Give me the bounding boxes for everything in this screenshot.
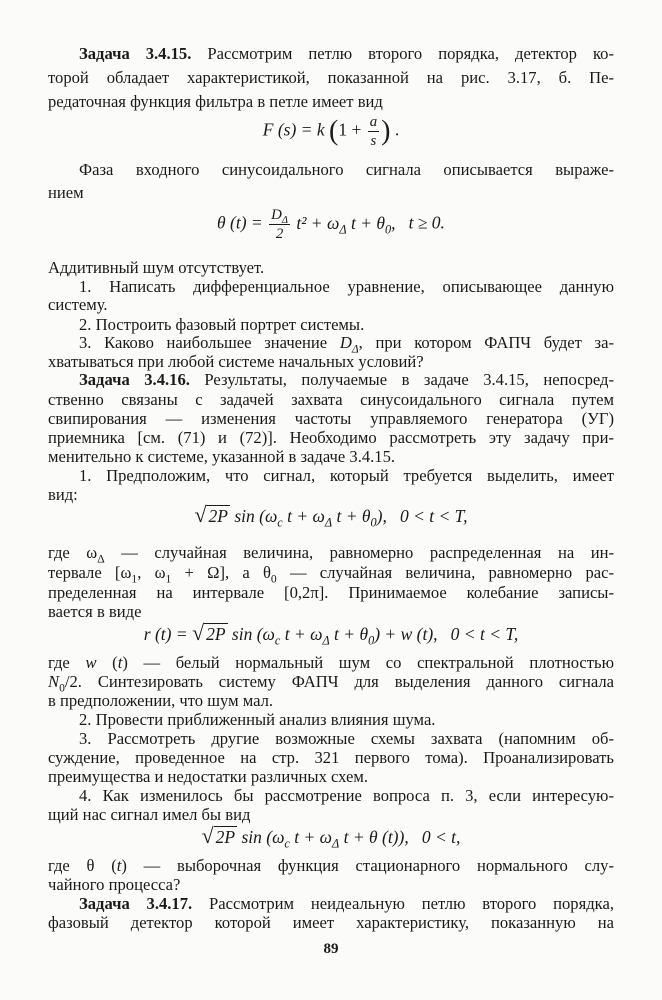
- text-line: хватываться при любой системе начальных условий?: [48, 352, 424, 371]
- text-line: нием: [48, 183, 84, 202]
- text-line: свипирования — изменения частоты управляемого генератора (УГ): [48, 409, 614, 428]
- text-line: вается в виде: [48, 602, 142, 621]
- text-line: где $\omega_\Delta$ — случайная величина, равномерно распределенная на ин-: [48, 543, 614, 566]
- text-line: щий нас сигнал имел бы вид: [48, 805, 251, 824]
- text-line: 2. Построить фазовый портрет системы.: [79, 315, 365, 334]
- task-number: Задача 3.4.15.: [79, 44, 192, 63]
- text-line: редаточная функция фильтра в петле имеет вид: [48, 92, 383, 111]
- text-line: 1. Написать дифференциальное уравнение, описывающее данную: [79, 277, 614, 296]
- text-line: $N_0/2$. Синтезировать систему ФАПЧ для выделения данного сигнала: [48, 672, 614, 695]
- text-line: ственно связаны с задачей захвата синусоидального сигнала путем: [48, 390, 614, 409]
- equation-received-waveform: r (t) = √ 2P $\sin (\omega_c$ $t + \omega_\Delta$ $t + \theta_0) + w$ (t), 0 < t < T,: [143, 621, 519, 648]
- text-line: где w (t) — белый нормальный шум со спектральной плотностью: [48, 653, 614, 672]
- task-3-4-17-heading-line: Задача 3.4.17. Рассмотрим неидеальную петлю второго порядка,: [79, 894, 614, 913]
- task-number: Задача 3.4.16.: [79, 370, 190, 389]
- text-line: чайного процесса?: [48, 875, 181, 894]
- text-line: Фаза входного синусоидального сигнала описывается выраже-: [79, 160, 614, 179]
- fraction: $\frac{a}{s}$: [369, 114, 378, 149]
- text-line: в предположении, что шум мал.: [48, 691, 274, 710]
- text-line: 1. Предположим, что сигнал, который требуется выделить, имеет: [79, 466, 614, 485]
- text-line: торой обладает характеристикой, показанной на рис. 3.17, б. Пе-: [48, 68, 614, 87]
- text-line: 3. Рассмотреть другие возможные схемы захвата (напомним об-: [79, 729, 614, 748]
- task-number: Задача 3.4.17.: [79, 894, 193, 913]
- text-line: Аддитивный шум отсутствует.: [48, 258, 265, 277]
- d-delta-symbol: $D_\Delta$: [339, 333, 359, 356]
- text-line: 2. Провести приближенный анализ влияния шума.: [79, 710, 436, 729]
- text-line: где θ (t) — выборочная функция стационарного нормального слу-: [48, 856, 614, 875]
- equation-input-phase: θ (t) = $\frac{D_\Delta}{2}$ $t^2 + \omega_\Delta$ $t + \theta_0$, t ≥ 0.: [217, 207, 445, 242]
- text-line: суждение, проведенное на стр. 321 первого тома). Проанализировать: [48, 748, 614, 767]
- text-line: приемника [см. (71) и (72)]. Необходимо рассмотреть эту задачу при-: [48, 428, 614, 447]
- fraction: $\frac{D_\Delta}{2}$: [271, 207, 288, 242]
- equation-random-phase-signal: √ 2P $\sin (\omega_c$ $t + \omega_\Delta$ t + θ (t)), 0 < t,: [201, 824, 461, 851]
- task-3-4-15-heading-line: Задача 3.4.15. Рассмотрим петлю второго порядка, детектор ко-: [79, 44, 614, 63]
- text-line: пределенная на интервале [0,2π]. Принимаемое колебание записы-: [48, 583, 614, 602]
- text-line: вид:: [48, 485, 78, 504]
- text-line: 4. Как изменилось бы рассмотрение вопроса п. 3, если интересую-: [79, 786, 614, 805]
- text-line: 3. Каково наибольшее значение $D_\Delta$, при котором ФАПЧ будет за-: [79, 333, 614, 356]
- page-number: 89: [323, 941, 339, 957]
- text-line: преимущества и недостатки различных схем.: [48, 767, 369, 786]
- text-line: систему.: [48, 295, 108, 314]
- equation-signal: √ 2P $\sin (\omega_c$ $t + \omega_\Delta$ $t + \theta_0$), 0 < t < T,: [194, 503, 468, 530]
- text-line: фазовый детектор которой имеет характеристику, показанную на: [48, 913, 614, 932]
- text-line: менительно к системе, указанной в задаче 3.4.15.: [48, 447, 396, 466]
- equation-filter-transfer: F (s) = k (1 + $\frac{a}{s}$ ) .: [262, 114, 400, 149]
- text-line: тервале [$\omega_1$, $\omega_1 + \Omega$], а $\theta_0$ — случайная величина, равномерно рас-: [48, 563, 614, 586]
- task-3-4-16-heading-line: Задача 3.4.16. Результаты, получаемые в задаче 3.4.15, непосред-: [79, 370, 614, 389]
